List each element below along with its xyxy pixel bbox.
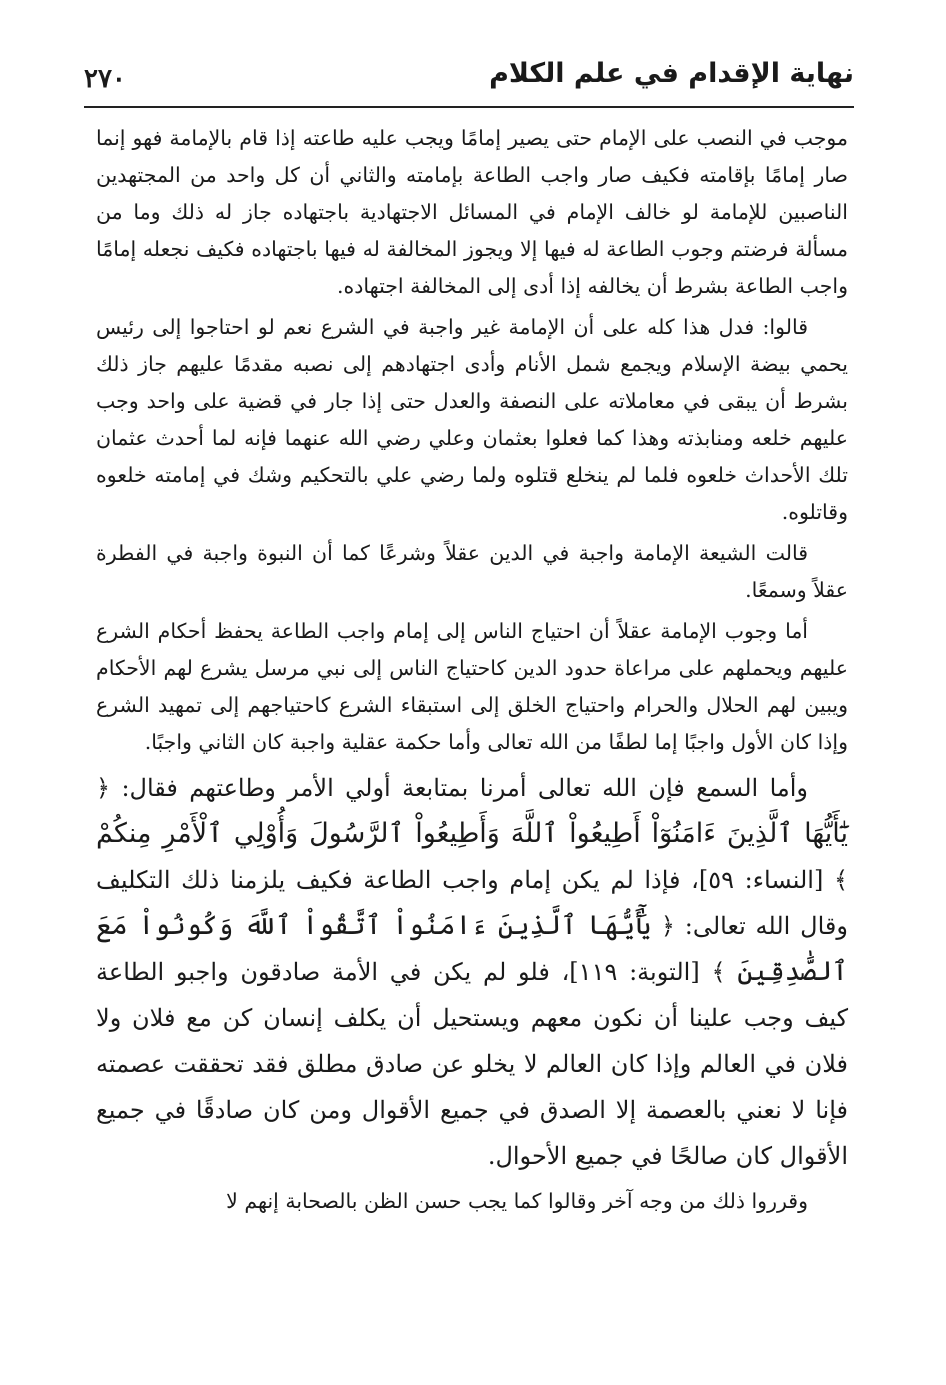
book-title: نهاية الإقدام في علم الكلام xyxy=(489,58,854,89)
verse-intro: وأما السمع فإن الله تعالى أمرنا بمتابعة أولي الأمر وطاعتهم فقال: ﴿ xyxy=(96,774,808,802)
running-header xyxy=(84,58,854,104)
page-body xyxy=(96,120,848,1224)
paragraph-last: وقرروا ذلك من وجه آخر وقالوا كما يجب حسن الظن بالصحابة إنهم لا xyxy=(226,1189,808,1213)
page-number: ٢٧٠ xyxy=(84,64,126,94)
quran-verse-tawbah-119: يَٰٓأَيُّهَا ٱلَّذِينَ ءَامَنُواْ ٱتَّقُواْ ٱللَّهَ وَكُونُواْ مَعَ ٱلصَّٰدِقِينَ xyxy=(96,910,848,987)
paragraph-quran-evidence xyxy=(96,765,848,1179)
quran-verse-nisa-59: يَٰٓأَيُّهَا ٱلَّذِينَ ءَامَنُوٓاْ أَطِيعُواْ ٱللَّهَ وَأَطِيعُواْ ٱلرَّسُولَ وَأُوْلِي ٱلْأَمْرِ مِنكُمْ xyxy=(96,818,848,849)
verse-rest: فلو لم يكن في الأمة صادقون واجبو الطاعة كيف وجب علينا أن نكون معهم ويستحيل أن يكلف إنسان كن مع فلان ولا فلان في العالم وإذا كان العالم لا يخلو عن صادق مطلق فقد تحققت عصمته فإنا لا نعني بالعصمة إلا الصدق في جميع الأقوال ومن كان صادقًا في جميع الأقوال كان صالحًا في جميع الأحوال. xyxy=(96,958,848,1170)
verse-middle: فإذا لم يكن إمام واجب الطاعة فكيف يلزمنا ذلك التكليف وقال الله تعالى: ﴿ xyxy=(96,866,848,940)
verse-reference-nisa: ﴾ [النساء: ٥٩]، xyxy=(691,866,849,894)
header-divider xyxy=(84,106,854,108)
paragraph-1: موجب في النصب على الإمام حتى يصير إمامًا ويجب عليه طاعته إذا قام بالإمامة فهو إنما صار إمامًا بإقامته فكيف صار واجب الطاعة بإمامته والثاني أن كل واحد من المجتهدين الناصبين للإمامة لو خالف الإمام في المسائل الاجتهادية باجتهاده جاز له ذلك وما من مسألة فرضتم وجوب الطاعة له فيها إلا ويجوز المخالفة له فيها باجتهاده فكيف نجعله إمامًا واجب الطاعة بشرط أن يخالفه إذا أدى إلى المخالفة اجتهاده. xyxy=(96,126,848,298)
paragraph-2: قالوا: فدل هذا كله على أن الإمامة غير واجبة في الشرع نعم لو احتاجوا إلى رئيس يحمي بيضة الإسلام ويجمع شمل الأنام وأدى اجتهادهم إلى نصبه مقدمًا عليهم جاز ذلك بشرط أن يبقى في معاملاته على النصفة والعدل حتى إذا جار في قضية على واحد وجب عليهم خلعه ومنابذته وهذا كما فعلوا بعثمان وعلي رضي الله عنهما فإنه لما أحدث عثمان تلك الأحداث خلعوه فلما لم ينخلع قتلوه ولما رضي علي بالتحكيم وشك في إمامته خلعوه وقاتلوه. xyxy=(96,315,848,524)
verse-reference-tawbah: ﴾ [التوبة: ١١٩]، xyxy=(561,958,726,986)
paragraph-3: قالت الشيعة الإمامة واجبة في الدين عقلاً وشرعًا كما أن النبوة واجبة في الفطرة عقلاً وسمعًا. xyxy=(96,541,848,602)
paragraph-4: أما وجوب الإمامة عقلاً أن احتياج الناس إلى إمام واجب الطاعة يحفظ أحكام الشرع عليهم ويحملهم على مراعاة حدود الدين كاحتياج الناس إلى نبي مرسل يشرع لهم الأحكام ويبين لهم الحلال والحرام واحتياج الخلق إلى استبقاء الشرع كاحتياجهم إلى تمهيد الشرع وإذا كان الأول واجبًا إما لطفًا من الله تعالى وأما حكمة عقلية واجبة كان الثاني واجبًا. xyxy=(96,619,848,754)
